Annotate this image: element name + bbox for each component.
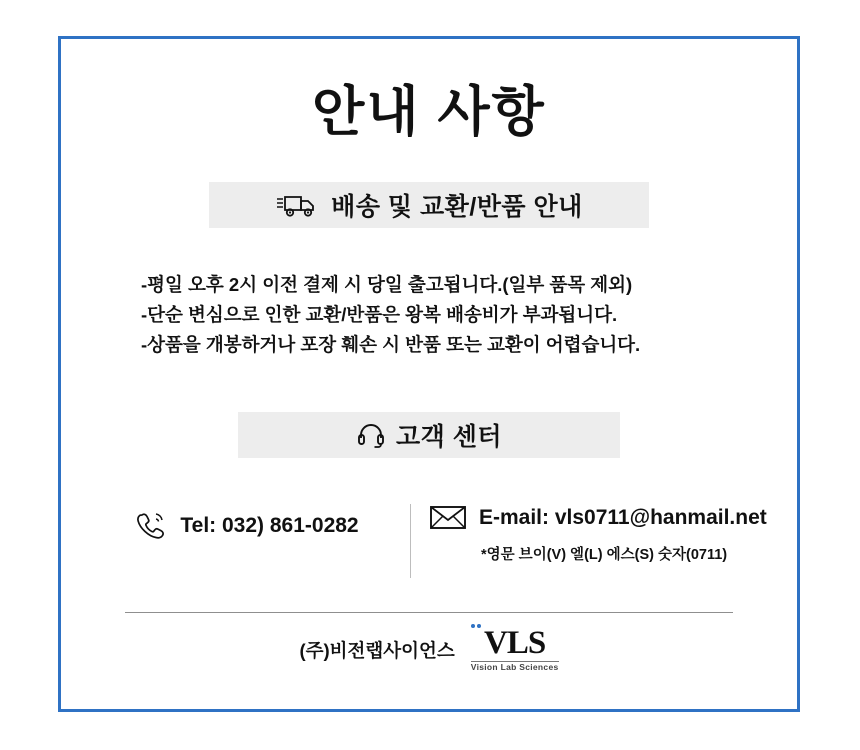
policy-item: -평일 오후 2시 이전 결제 시 당일 출고됩니다.(일부 품목 제외) — [141, 274, 633, 296]
phone-contact — [99, 504, 392, 544]
headset-icon — [356, 421, 386, 449]
footer — [125, 627, 733, 672]
email-spelling-note: *영문 브이(V) 엘(L) 에스(S) 숫자(0711) — [481, 547, 728, 564]
contact-divider — [410, 504, 411, 578]
policy-item: -단순 변심으로 인한 교환/반품은 왕복 배송비가 부과됩니다. — [141, 304, 618, 326]
page-title: 안내 사항 — [312, 82, 546, 142]
footer-divider — [125, 612, 733, 613]
notice-card — [58, 36, 800, 712]
vls-logo — [471, 627, 559, 672]
phone-icon — [132, 508, 168, 544]
logo-subtitle: Vision Lab Sciences — [470, 662, 559, 673]
support-section-header — [238, 412, 620, 458]
delivery-truck-icon — [275, 190, 321, 220]
shipping-section-header — [209, 182, 649, 228]
phone-number: Tel: 032) 861-0282 — [180, 514, 359, 538]
email-address: E-mail: vls0711@hanmail.net — [479, 505, 767, 529]
company-name: (주)비전랩사이언스 — [299, 639, 455, 661]
email-contact — [429, 504, 767, 564]
envelope-icon — [429, 504, 467, 531]
logo-dots-icon — [471, 624, 481, 628]
logo-mark: VLS — [484, 625, 546, 662]
email-line — [429, 504, 767, 531]
shipping-section-label: 배송 및 교환/반품 안내 — [331, 193, 583, 222]
shipping-policy-list — [129, 270, 729, 360]
support-section-label: 고객 센터 — [395, 423, 503, 452]
contact-row — [99, 504, 767, 578]
policy-item: -상품을 개봉하거나 포장 훼손 시 반품 또는 교환이 어렵습니다. — [141, 334, 641, 356]
